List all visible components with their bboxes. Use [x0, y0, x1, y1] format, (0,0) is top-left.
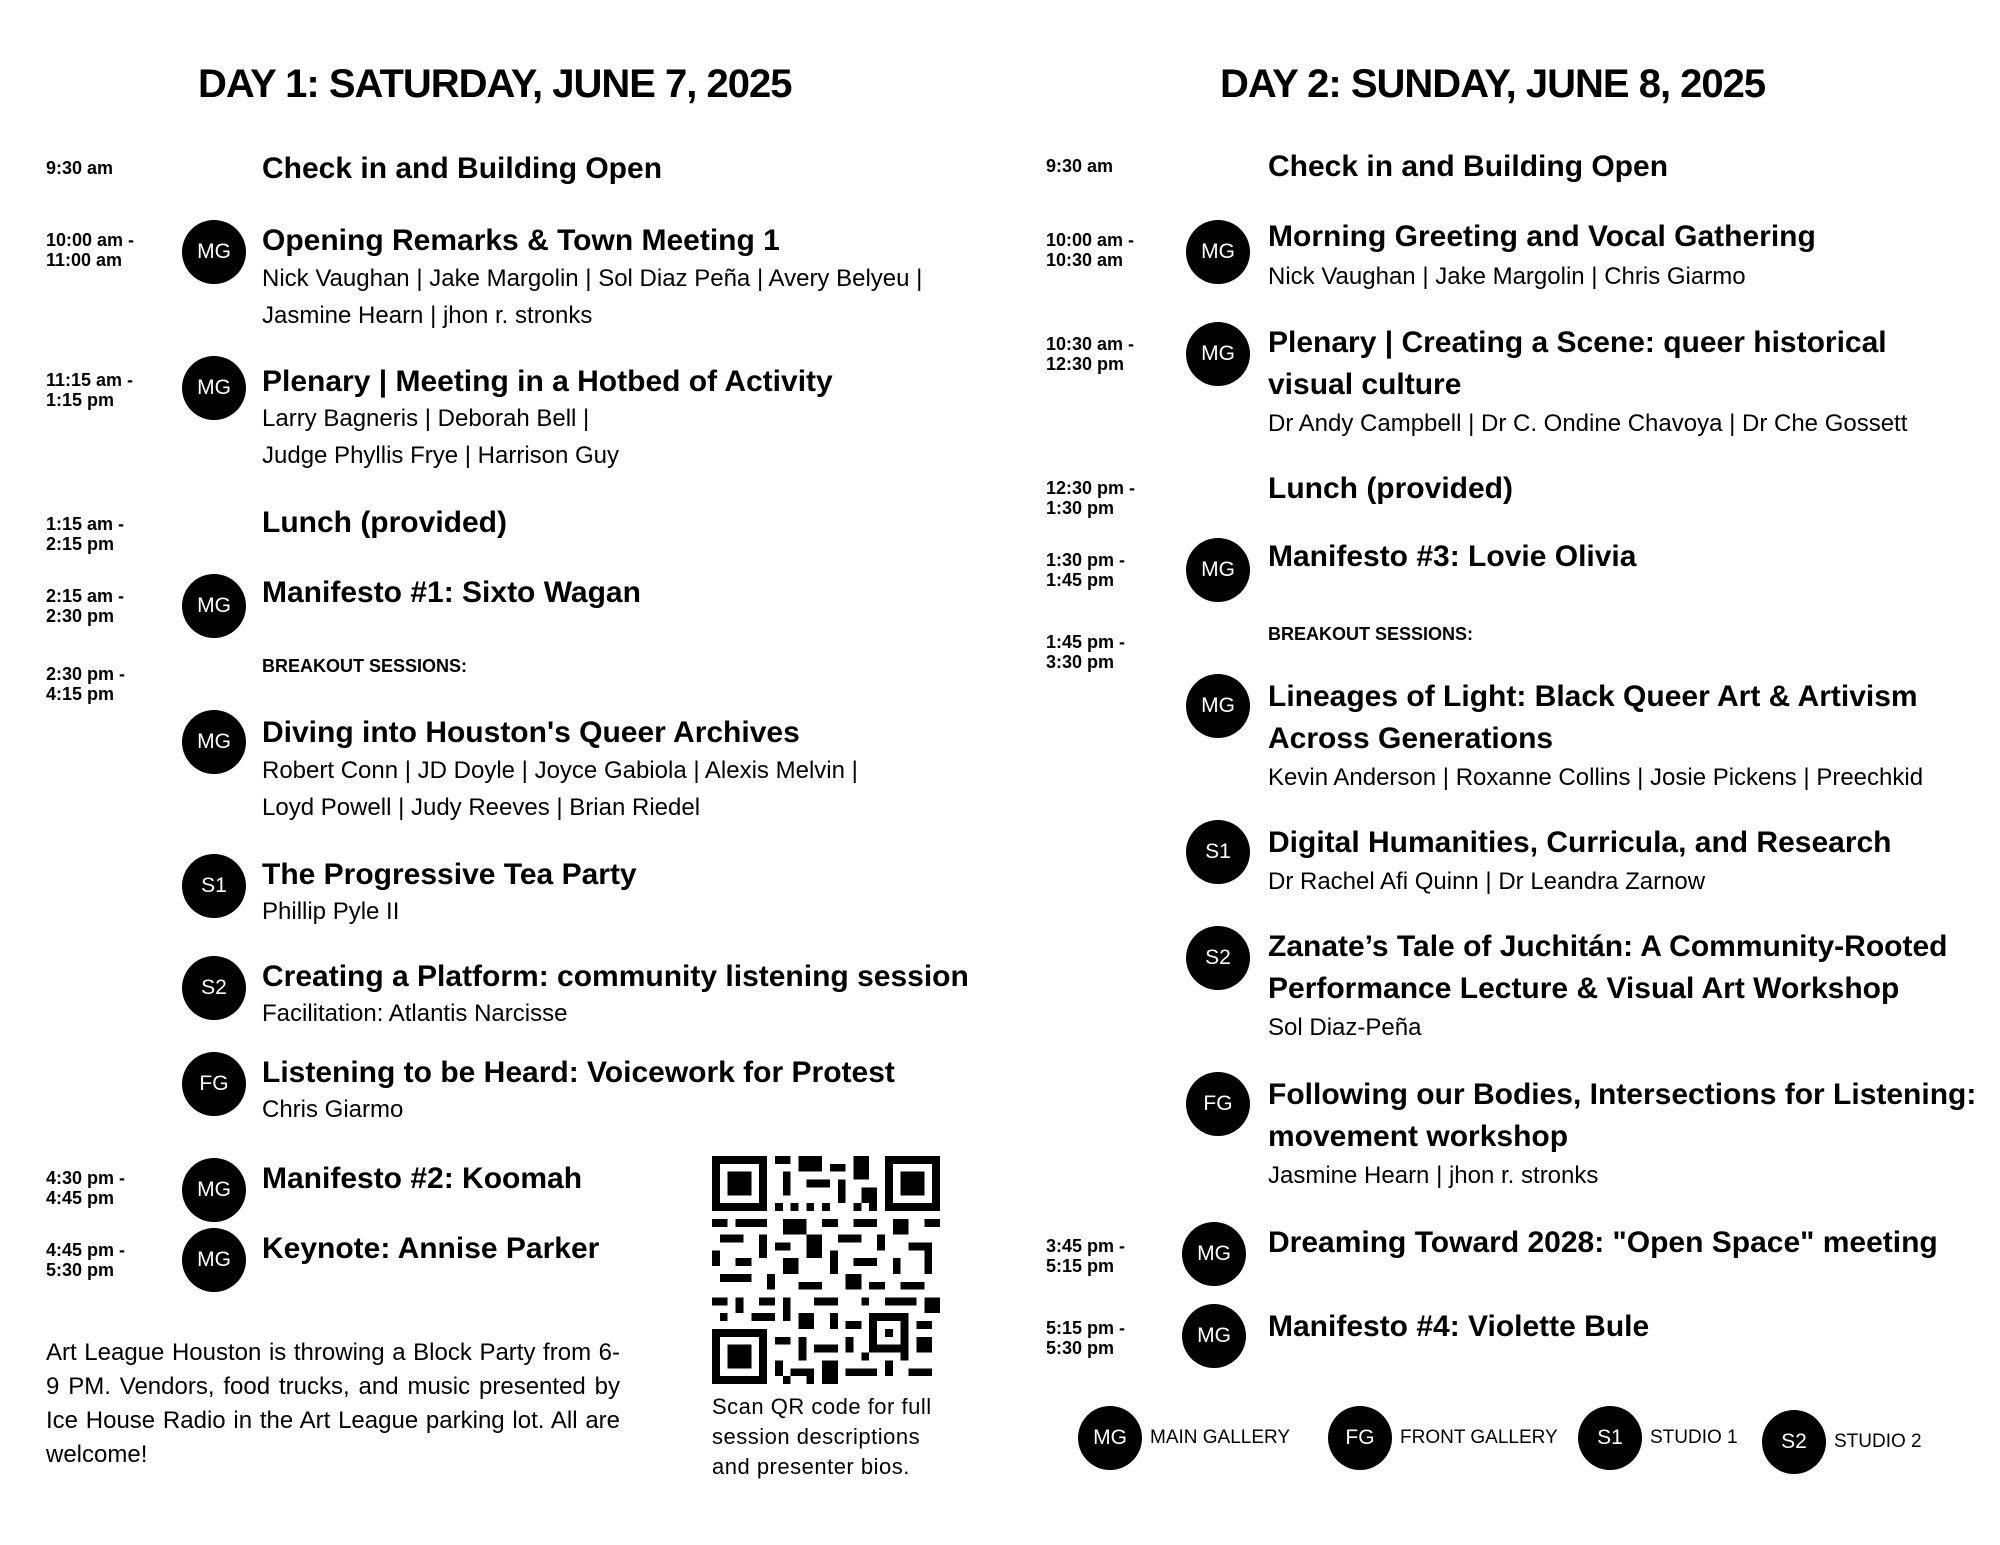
qr-code-icon[interactable] [712, 1156, 940, 1384]
legend-label: MAIN GALLERY [1150, 1427, 1291, 1448]
session-title-cont: Performance Lecture & Visual Art Workshop [1268, 972, 1900, 1005]
location-badge: FG [1186, 1072, 1250, 1136]
legend-front-gallery [1328, 1406, 1558, 1470]
session-presenters: Judge Phyllis Frye | Harrison Guy [262, 442, 620, 469]
session-presenters: Loyd Powell | Judy Reeves | Brian Riedel [262, 794, 701, 821]
location-badge: S1 [182, 854, 246, 918]
session-time: 9:30 am [46, 158, 114, 178]
session-time: 10:00 am - 10:30 am [1046, 230, 1135, 270]
session-title: Manifesto #2: Koomah [262, 1162, 583, 1195]
session-title: Listening to be Heard: Voicework for Protest [262, 1056, 895, 1089]
session-time: 12:30 pm - 1:30 pm [1046, 478, 1136, 518]
location-badge: MG [1186, 220, 1250, 284]
location-badge: MG [182, 1228, 246, 1292]
session-time: 1:30 pm - 1:45 pm [1046, 550, 1126, 590]
session-title: Plenary | Meeting in a Hotbed of Activity [262, 365, 833, 398]
session-time: 10:30 am - 12:30 pm [1046, 334, 1135, 374]
session-time: 10:00 am - 11:00 am [46, 230, 135, 270]
location-badge: MG [182, 574, 246, 638]
session-title: Following our Bodies, Intersections for Listening: [1268, 1078, 1977, 1111]
block-party-note: Art League Houston is throwing a Block Party from 6-9 PM. Vendors, food trucks, and music presented by Ice House Radio in the Art League parking lot. All are welcome! [46, 1339, 620, 1468]
session-time: 3:45 pm - 5:15 pm [1046, 1236, 1126, 1276]
legend-label: STUDIO 2 [1834, 1431, 1922, 1452]
session-presenters: Facilitation: Atlantis Narcisse [262, 1000, 568, 1027]
session-title: Check in and Building Open [1268, 150, 1669, 183]
location-badge: MG [1182, 1304, 1246, 1368]
session-presenters: Kevin Anderson | Roxanne Collins | Josie Pickens | Preechkid [1268, 764, 1924, 791]
session-title: Morning Greeting and Vocal Gathering [1268, 220, 1816, 253]
location-badge: S2 [182, 956, 246, 1020]
location-badge: MG [1186, 322, 1250, 386]
location-badge: MG [182, 1158, 246, 1222]
location-badge: FG [182, 1052, 246, 1116]
session-title: Dreaming Toward 2028: "Open Space" meeting [1268, 1226, 1938, 1259]
location-badge: MG [182, 710, 246, 774]
session-title: Lunch (provided) [1268, 472, 1513, 505]
session-title: Creating a Platform: community listening session [262, 960, 969, 993]
session-title: Zanate’s Tale of Juchitán: A Community-Rooted [1268, 930, 1948, 963]
session-time: 9:30 am [1046, 156, 1114, 176]
location-badge: S2 [1186, 926, 1250, 990]
legend-studio-2 [1762, 1410, 1922, 1474]
session-time: 4:45 pm - 5:30 pm [46, 1240, 126, 1280]
location-badge: FG [1328, 1406, 1392, 1470]
location-badge: MG [182, 356, 246, 420]
session-title-cont: movement workshop [1268, 1120, 1569, 1153]
session-time: 1:45 pm - 3:30 pm [1046, 632, 1126, 672]
session-presenters: Larry Bagneris | Deborah Bell | [262, 405, 590, 432]
legend-label: FRONT GALLERY [1400, 1427, 1558, 1448]
location-badge: S1 [1578, 1406, 1642, 1470]
session-time: 5:15 pm - 5:30 pm [1046, 1318, 1126, 1358]
session-presenters: Nick Vaughan | Jake Margolin | Chris Giarmo [1268, 263, 1746, 290]
legend-studio-1 [1578, 1406, 1738, 1470]
location-badge: MG [1182, 1222, 1246, 1286]
session-title: Digital Humanities, Curricula, and Research [1268, 826, 1892, 859]
session-time: 2:30 pm - 4:15 pm [46, 664, 126, 704]
session-presenters: Jasmine Hearn | jhon r. stronks [262, 302, 593, 329]
session-title-cont: visual culture [1268, 368, 1462, 401]
location-badge: S1 [1186, 820, 1250, 884]
session-presenters: Nick Vaughan | Jake Margolin | Sol Diaz Peña | Avery Belyeu | [262, 265, 923, 292]
location-badge: S2 [1762, 1410, 1826, 1474]
session-title: Opening Remarks & Town Meeting 1 [262, 224, 780, 257]
session-title: Lineages of Light: Black Queer Art & Artivism [1268, 680, 1918, 713]
session-time: 2:15 am - 2:30 pm [46, 586, 125, 626]
location-badge: MG [1186, 538, 1250, 602]
session-title: Lunch (provided) [262, 506, 507, 539]
session-presenters: Jasmine Hearn | jhon r. stronks [1268, 1162, 1599, 1189]
legend-main-gallery [1078, 1406, 1290, 1470]
day1-title: DAY 1: SATURDAY, JUNE 7, 2025 [198, 62, 792, 106]
session-title: Manifesto #1: Sixto Wagan [262, 576, 641, 609]
session-title: Keynote: Annise Parker [262, 1232, 600, 1265]
qr-caption: Scan QR code for full session descriptions and presenter bios. [712, 1394, 932, 1479]
session-title: The Progressive Tea Party [262, 858, 637, 891]
legend-label: STUDIO 1 [1650, 1427, 1738, 1448]
location-badge: MG [1186, 674, 1250, 738]
session-presenters: Chris Giarmo [262, 1096, 404, 1123]
session-title: Diving into Houston's Queer Archives [262, 716, 800, 749]
session-presenters: Dr Rachel Afi Quinn | Dr Leandra Zarnow [1268, 868, 1706, 895]
breakout-label: BREAKOUT SESSIONS: [262, 656, 468, 676]
session-time: 4:30 pm - 4:45 pm [46, 1168, 126, 1208]
session-title: Manifesto #3: Lovie Olivia [1268, 540, 1637, 573]
session-time: 1:15 am - 2:15 pm [46, 514, 125, 554]
session-title: Plenary | Creating a Scene: queer historical [1268, 326, 1887, 359]
breakout-label: BREAKOUT SESSIONS: [1268, 624, 1474, 644]
session-presenters: Phillip Pyle II [262, 898, 400, 925]
location-badge: MG [182, 220, 246, 284]
session-title-cont: Across Generations [1268, 722, 1554, 755]
session-title: Manifesto #4: Violette Bule [1268, 1310, 1650, 1343]
session-presenters: Dr Andy Campbell | Dr C. Ondine Chavoya | Dr Che Gossett [1268, 410, 1908, 437]
session-presenters: Robert Conn | JD Doyle | Joyce Gabiola | Alexis Melvin | [262, 757, 858, 784]
session-presenters: Sol Diaz-Peña [1268, 1014, 1422, 1041]
location-badge: MG [1078, 1406, 1142, 1470]
session-title: Check in and Building Open [262, 152, 663, 185]
session-time: 11:15 am - 1:15 pm [46, 370, 134, 410]
day2-title: DAY 2: SUNDAY, JUNE 8, 2025 [1220, 62, 1766, 106]
